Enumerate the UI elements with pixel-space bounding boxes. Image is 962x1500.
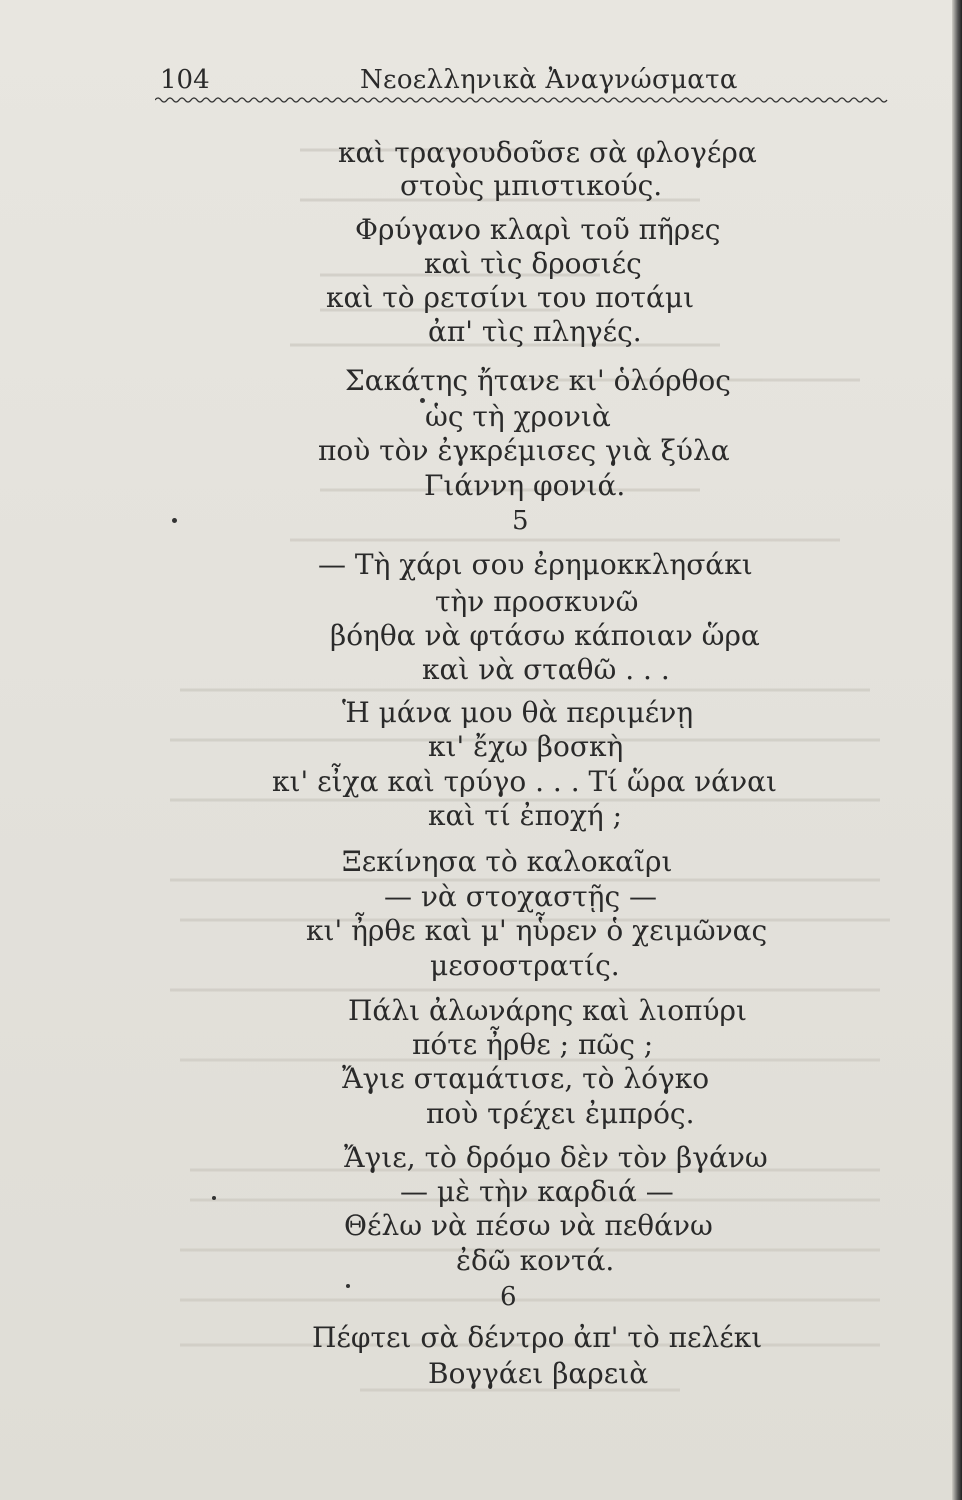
verse-line: — Τὴ χάρι σου ἐρημοκκλησάκι: [318, 548, 753, 581]
verse-line: καὶ τὶς δροσιές: [424, 247, 642, 280]
verse-line: Ἄγιε, τὸ δρόμο δὲν τὸν βγάνω: [344, 1141, 768, 1174]
verse-line: στοὺς μπιστικούς.: [400, 169, 663, 202]
verse-line: κι' ἔχω βοσκὴ: [428, 730, 624, 763]
verse-line: καὶ νὰ σταθῶ . . .: [422, 653, 670, 686]
verse-line: Ἄγιε σταμάτισε, τὸ λόγκο: [342, 1062, 710, 1095]
verse-line: καὶ τὸ ρετσίνι του ποτάμι: [326, 281, 695, 314]
verse-line: Πέφτει σὰ δέντρο ἀπ' τὸ πελέκι: [312, 1321, 763, 1354]
verse-line: Βογγάει βαρειὰ: [428, 1357, 649, 1390]
verse-line: ὡς τὴ χρονιὰ: [425, 400, 611, 433]
page-number: 104: [160, 65, 210, 95]
verse-line: κι' εἶχα καὶ τρύγο . . . Τί ὥρα νάναι: [272, 765, 777, 798]
verse-line: καὶ τί ἐποχή ;: [428, 799, 623, 832]
verse-line: Φρύγανο κλαρὶ τοῦ πῆρες: [355, 213, 721, 246]
verse-line: πότε ἦρθε ; πῶς ;: [412, 1028, 654, 1061]
verse-line: καὶ τραγουδοῦσε σὰ φλογέρα: [338, 136, 757, 169]
verse-line: Ξεκίνησα τὸ καλοκαῖρι: [342, 845, 673, 878]
ink-speck: [172, 518, 177, 523]
verse-line: ἀπ' τὶς πληγές.: [428, 315, 642, 348]
verse-line: κι' ἦρθε καὶ μ' ηὗρεν ὁ χειμῶνας: [306, 914, 768, 947]
section-numeral: 5: [512, 506, 529, 536]
ink-speck: [346, 1284, 350, 1288]
verse-line: Πάλι ἀλωνάρης καὶ λιοπύρι: [348, 994, 747, 1027]
section-numeral: 6: [500, 1282, 517, 1312]
verse-line: ποὺ τὸν ἐγκρέμισες γιὰ ξύλα: [318, 434, 730, 467]
verse-line: Ἡ μάνα μου θὰ περιμένῃ: [342, 696, 694, 729]
verse-line: ποὺ τρέχει ἐμπρός.: [426, 1097, 695, 1130]
running-title: Νεοελληνικὰ Ἀναγνώσματα: [360, 65, 738, 95]
verse-line: βόηθα νὰ φτάσω κάποιαν ὥρα: [330, 619, 760, 652]
verse-line: Σακάτης ἤτανε κι' ὁλόρθος: [345, 364, 731, 397]
ink-speck: [212, 1196, 216, 1200]
verse-line: ἐδῶ κοντά.: [456, 1244, 615, 1277]
verse-line: — νὰ στοχαστῇς —: [384, 880, 658, 913]
verse-line: Θέλω νὰ πέσω νὰ πεθάνω: [344, 1209, 713, 1242]
verse-line: τὴν προσκυνῶ: [435, 585, 639, 618]
verse-line: μεσοστρατίς.: [430, 949, 620, 982]
verse-line: — μὲ τὴν καρδιά —: [400, 1175, 674, 1208]
verse-line: Γιάννη φονιά.: [424, 469, 626, 502]
ink-speck: [420, 398, 425, 403]
